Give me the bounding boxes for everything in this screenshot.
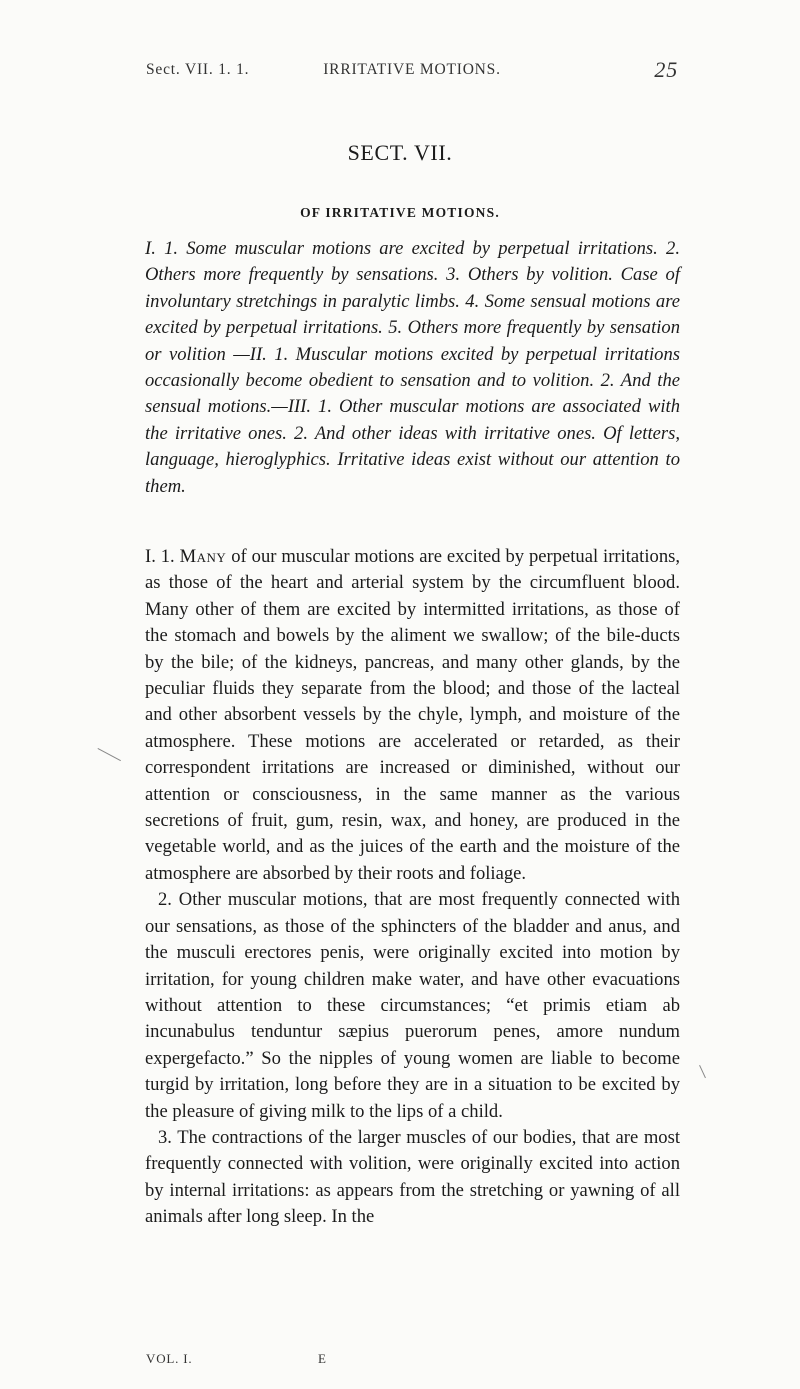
paragraph-2: 2. Other muscular motions, that are most frequently connected with our sensations, as those of the sphincters of the bladder and anus, and the musculi erectores penis, were originally excited into motion by irritation, for young children make water, and have other evacuations without attention to these circumstances; “et primis etiam ab incunabulus tenduntur sæpius puerorum penes, amore nundum expergefacto.” So the nipples of young women are liable to become turgid by irritation, long before they are in a situation to be excited by the pleasure of giving milk to the lips of a child. [145, 889, 680, 1122]
margin-pencil-mark [98, 748, 121, 761]
paragraph-3: 3. The contractions of the larger muscles of our bodies, that are most frequently connected with volition, were originally excited into action by internal irritations: as appears from the stretching or yawning of all animals after long sleep. In the [145, 1126, 680, 1228]
paragraph-1-label: I. 1. [145, 546, 175, 567]
paragraph-1-lead: Many [179, 546, 227, 567]
paragraph-1 [145, 544, 680, 887]
section-title: SECT. VII. [347, 140, 453, 165]
running-head-title: IRRITATIVE MOTIONS. [323, 61, 501, 78]
running-head [146, 57, 678, 87]
margin-pencil-mark [699, 1065, 706, 1078]
signature-mark: E [318, 1351, 327, 1366]
page-number: 25 [654, 57, 678, 82]
volume-mark: VOL. I. [146, 1351, 193, 1366]
running-head-section: Sect. VII. 1. 1. [146, 61, 250, 78]
page-footer [146, 1351, 446, 1371]
paragraph-1-text: of our muscular motions are excited by perpetual irritations, as those of the heart and arterial system by the circumfluent blood. Many other of them are excited by intermitted irritations, as those of the stomach and bowels by the aliment we swallow; of the bile-ducts by the bile; of the kidneys, pancreas, and many other glands, by the peculiar fluids they separate from the blood; and those of the lacteal and other absorbent vessels by the chyle, lymph, and moisture of the atmosphere. These motions are accelerated or retarded, as their correspondent irritations are increased or diminished, without our attention or consciousness, in the same manner as the various secretions of fruit, gum, resin, wax, and honey, are produced in the vegetable world, and as the juices of the earth and the moisture of the atmosphere are absorbed by their roots and foliage. [145, 546, 680, 884]
section-summary: I. 1. Some muscular motions are excited by perpetual irritations. 2. Others more frequently by sensations. 3. Others by volition. Case of involuntary stretchings in paralytic limbs. 4. Some sensual motions are excited by perpetual irritations. 5. Others more frequently by sensation or volition —II. 1. Muscular motions excited by perpetual irritations occasionally become obedient to sensation and to volition. 2. And the sensual motions.—III. 1. Other muscular motions are associated with the irritative ones. 2. And other ideas with irritative ones. Of letters, language, hieroglyphics. Irritative ideas exist without our attention to them. [145, 238, 680, 497]
section-subtitle: OF IRRITATIVE MOTIONS. [300, 205, 500, 220]
body-text [145, 544, 680, 1231]
